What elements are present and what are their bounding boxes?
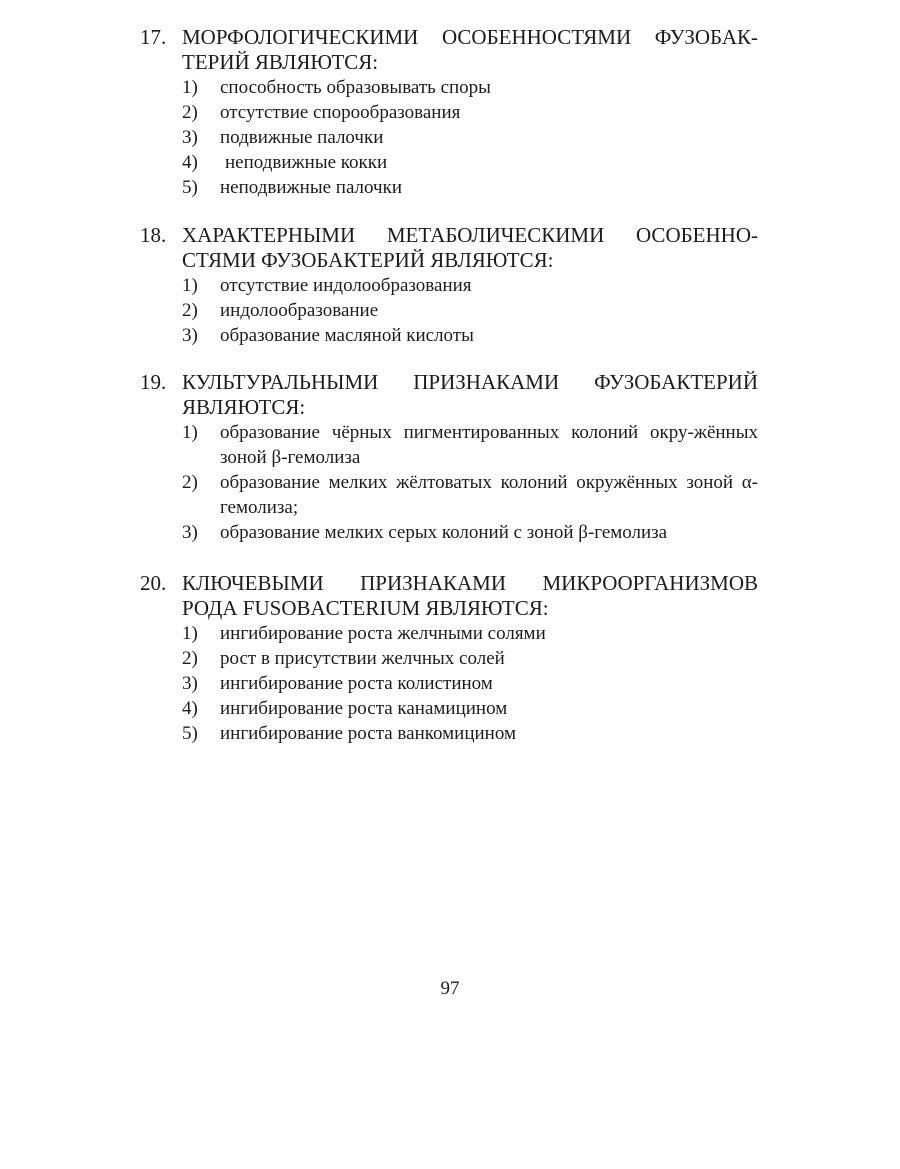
option-text: рост в присутствии желчных солей: [220, 648, 505, 669]
option-number: 2): [182, 648, 198, 669]
question-heading: [140, 223, 758, 273]
option-text: ингибирование роста желчными солями: [220, 623, 546, 644]
answer-options: [140, 75, 758, 200]
question-18: [140, 223, 758, 348]
option-text: ингибирование роста ванкомицином: [220, 723, 517, 744]
option-text: индолообразование: [220, 300, 379, 321]
question-17: [140, 25, 758, 200]
option-number: 5): [182, 723, 198, 744]
answer-option: [140, 75, 758, 100]
answer-option: [140, 298, 758, 323]
answer-option: [140, 671, 758, 696]
option-number: 3): [182, 127, 198, 148]
page-number: 97: [440, 978, 460, 999]
answer-option: [140, 420, 758, 470]
option-text: отсутствие индолообразования: [220, 275, 472, 296]
question-title: [182, 571, 758, 621]
answer-option: [140, 721, 758, 746]
question-title: [182, 223, 758, 273]
option-number: 3): [182, 522, 198, 543]
answer-options: [140, 420, 758, 545]
question-heading: [140, 571, 758, 621]
answer-option: [140, 696, 758, 721]
question-number: 19.: [140, 370, 167, 394]
option-number: 1): [182, 422, 198, 443]
option-number: 1): [182, 623, 198, 644]
option-number: 1): [182, 77, 198, 98]
answer-options: [140, 621, 758, 746]
option-number: 3): [182, 673, 198, 694]
option-number: 3): [182, 325, 198, 346]
question-title-line-1: МОРФОЛОГИЧЕСКИМИ ОСОБЕННОСТЯМИ ФУЗОБАК-: [182, 25, 758, 49]
option-text: образование мелких жёлтоватых колоний окружённых зоной α-гемолиза;: [220, 472, 758, 518]
question-20: [140, 571, 758, 746]
question-heading: [140, 370, 758, 420]
answer-option: [140, 100, 758, 125]
option-number: 5): [182, 177, 198, 198]
question-number: 20.: [140, 571, 167, 595]
option-text: способность образовывать споры: [220, 77, 491, 98]
option-number: 1): [182, 275, 198, 296]
option-number: 2): [182, 472, 198, 493]
answer-option: [140, 646, 758, 671]
question-heading: [140, 25, 758, 75]
answer-option: [140, 621, 758, 646]
answer-option: [140, 470, 758, 520]
option-text: ингибирование роста колистином: [220, 673, 493, 694]
question-title-line-2: РОДА FUSOBACTERIUM ЯВЛЯЮТСЯ:: [182, 596, 549, 620]
option-number: 2): [182, 102, 198, 123]
option-number: 4): [182, 152, 198, 173]
answer-option: [140, 175, 758, 200]
answer-option: [140, 273, 758, 298]
option-text: образование масляной кислоты: [220, 325, 474, 346]
answer-option: [140, 520, 758, 545]
option-number: 2): [182, 300, 198, 321]
answer-option: [140, 150, 758, 175]
answer-option: [140, 125, 758, 150]
option-text: отсутствие спорообразования: [220, 102, 461, 123]
option-text: подвижные палочки: [220, 127, 384, 148]
question-number: 18.: [140, 223, 167, 247]
answer-option: [140, 323, 758, 348]
option-text: неподвижные палочки: [220, 177, 402, 198]
question-19: [140, 370, 758, 545]
option-number: 4): [182, 698, 198, 719]
question-title-line-1: КУЛЬТУРАЛЬНЫМИ ПРИЗНАКАМИ ФУЗОБАКТЕРИЙ: [182, 370, 758, 394]
question-title-line-2: СТЯМИ ФУЗОБАКТЕРИЙ ЯВЛЯЮТСЯ:: [182, 248, 554, 272]
option-text: образование чёрных пигментированных колоний окру-жённых зоной β-гемолиза: [220, 422, 758, 468]
option-text: образование мелких серых колоний с зоной β-гемолиза: [220, 522, 668, 543]
option-text: неподвижные кокки: [225, 152, 388, 173]
question-title: [182, 370, 758, 420]
option-text: ингибирование роста канамицином: [220, 698, 508, 719]
question-title-line-1: КЛЮЧЕВЫМИ ПРИЗНАКАМИ МИКРООРГАНИЗМОВ: [182, 571, 758, 595]
question-title: [182, 25, 758, 75]
answer-options: [140, 273, 758, 348]
question-title-line-2: ЯВЛЯЮТСЯ:: [182, 395, 306, 419]
question-title-line-2: ТЕРИЙ ЯВЛЯЮТСЯ:: [182, 50, 379, 74]
question-title-line-1: ХАРАКТЕРНЫМИ МЕТАБОЛИЧЕСКИМИ ОСОБЕННО-: [182, 223, 758, 247]
question-number: 17.: [140, 25, 167, 49]
